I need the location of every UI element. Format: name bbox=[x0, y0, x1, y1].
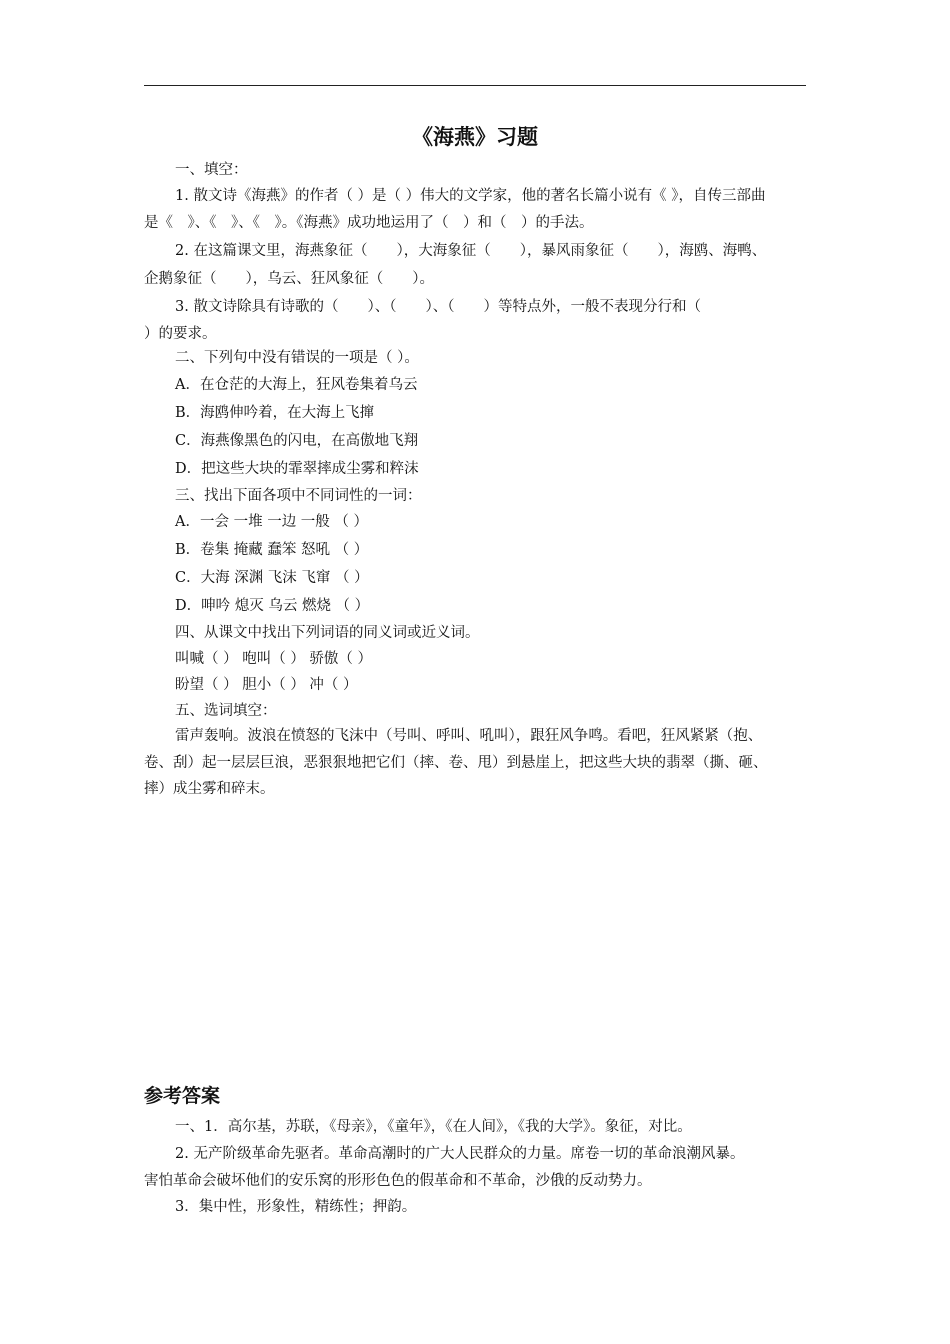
pos-option-b: B．卷集 掩藏 蠢笨 怒吼 （ ） bbox=[175, 542, 369, 558]
section-heading-fill-blank: 一、填空： bbox=[175, 162, 248, 178]
pos-option-d: D．呻吟 熄灭 乌云 燃烧 （ ） bbox=[175, 598, 370, 614]
page-title: 《海燕》习题 bbox=[412, 125, 538, 149]
question-3-line-1: 3. 散文诗除具有诗歌的（ ）、（ ）、（ ）等特点外，一般不表现分行和（ bbox=[175, 299, 701, 315]
answers-heading: 参考答案 bbox=[144, 1085, 221, 1107]
synonym-row-2: 盼望（ ） 胆小（ ） 冲（ ） bbox=[175, 677, 358, 693]
section-heading-synonyms: 四、从课文中找出下列词语的同义词或近义词。 bbox=[175, 625, 480, 641]
question-1-line-1: 1. 散文诗《海燕》的作者（ ）是（ ）伟大的文学家，他的著名长篇小说有《 》，自传三部曲 bbox=[175, 188, 766, 204]
word-choice-paragraph-line-1: 雷声轰响。波浪在愤怒的飞沫中（号叫、呼叫、吼叫），跟狂风争鸣。看吧，狂风紧紧（抱、 bbox=[175, 728, 763, 744]
question-3-line-2: ）的要求。 bbox=[144, 326, 217, 342]
section-heading-choice: 二、下列句中没有错误的一项是（ ）。 bbox=[175, 350, 419, 366]
word-choice-paragraph-line-2: 卷、刮）起一层层巨浪，恶狠狠地把它们（摔、卷、甩）到悬崖上，把这些大块的翡翠（撕、砸、 bbox=[144, 755, 768, 771]
answer-2-line-2: 害怕革命会破坏他们的安乐窝的形形色色的假革命和不革命，沙俄的反动势力。 bbox=[144, 1173, 652, 1189]
header-rule bbox=[144, 85, 806, 86]
question-2-line-2: 企鹅象征（ ），乌云、狂风象征（ ）。 bbox=[144, 271, 434, 287]
choice-option-b: B．海鸥伸吟着，在大海上飞撺 bbox=[175, 405, 375, 421]
pos-option-a: A．一会 一堆 一边 一般 （ ） bbox=[175, 514, 369, 530]
synonym-row-1: 叫喊（ ） 咆叫（ ） 骄傲（ ） bbox=[175, 651, 373, 667]
pos-option-c: C．大海 深渊 飞沫 飞窜 （ ） bbox=[175, 570, 369, 586]
answer-1: 一、1．高尔基，苏联，《母亲》，《童年》，《在人间》，《我的大学》。象征，对比。 bbox=[175, 1119, 692, 1135]
answer-3: 3．集中性，形象性，精练性；押韵。 bbox=[175, 1199, 417, 1215]
section-heading-part-of-speech: 三、找出下面各项中不同词性的一词： bbox=[175, 488, 422, 504]
choice-option-a: A．在仓茫的大海上，狂风卷集着乌云 bbox=[175, 377, 418, 393]
answer-2-line-1: 2. 无产阶级革命先驱者。革命高潮时的广大人民群众的力量。席卷一切的革命浪潮风暴。 bbox=[175, 1146, 745, 1162]
word-choice-paragraph-line-3: 摔）成尘雾和碎末。 bbox=[144, 781, 275, 797]
question-2-line-1: 2. 在这篇课文里，海燕象征（ ），大海象征（ ），暴风雨象征（ ），海鸥、海鸭、 bbox=[175, 243, 767, 259]
choice-option-d: D．把这些大块的霏翠摔成尘雾和粹沫 bbox=[175, 461, 419, 477]
choice-option-c: C．海燕像黑色的闪电，在高傲地飞翔 bbox=[175, 433, 419, 449]
section-heading-word-choice: 五、选词填空： bbox=[175, 703, 277, 719]
question-1-line-2: 是《 》、《 》、《 》。《海燕》成功地运用了（ ）和（ ）的手法。 bbox=[144, 215, 594, 231]
